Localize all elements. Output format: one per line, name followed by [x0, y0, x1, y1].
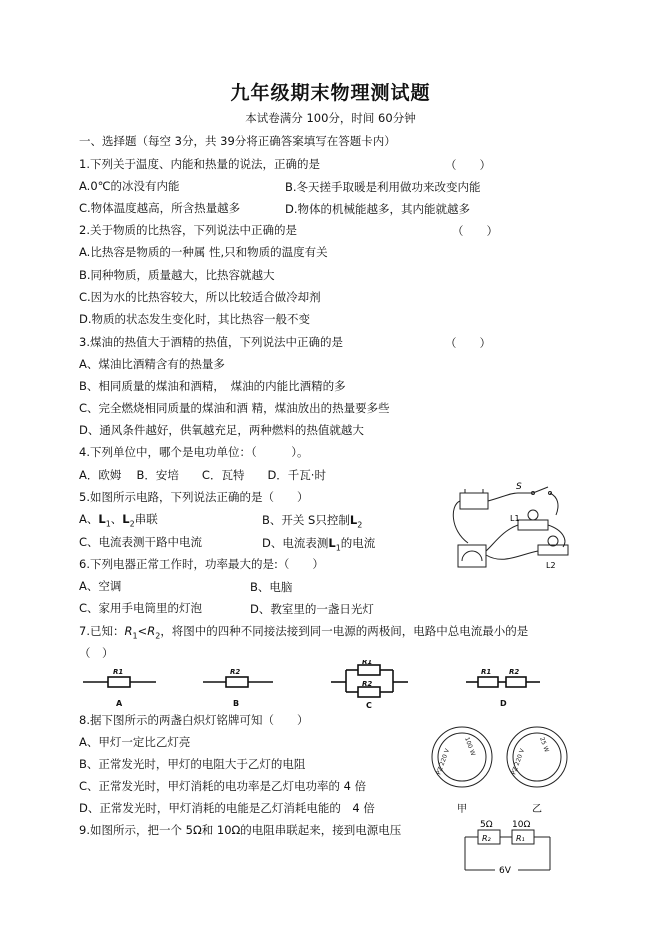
q7-stem — [79, 624, 528, 643]
q5-a-lamp2: L — [122, 512, 130, 526]
q8-stem: 8.据下图所示的两盏白炽灯铭牌可知（ ） — [79, 713, 309, 727]
q3-answer-paren: （ ） — [445, 336, 491, 350]
plate-yi-voltage: PZ 220 V — [510, 747, 527, 776]
q5-d-suffix: 的电流 — [340, 536, 376, 550]
q9-stem: 9.如图所示，把一个 5Ω和 10Ω的电阻串联起来，接到电源电压 — [79, 823, 402, 837]
plate-jia-power: 100 W — [463, 736, 477, 757]
q5-a-lamp1-sub: 1 — [105, 519, 111, 529]
fig-label-l1: L1 — [510, 514, 520, 523]
q3-option-c: C、完全燃烧相同质量的煤油和酒 精，煤油放出的热量要多些 — [79, 401, 390, 415]
q8-label-yi: 乙 — [532, 804, 542, 815]
fig-label-s: S — [516, 482, 522, 492]
q7-r2-sub: 2 — [155, 631, 161, 641]
q5-d-prefix: D、电流表测 — [262, 536, 329, 550]
q5-a-lamp1: L — [98, 512, 106, 526]
q5-option-c: C、电流表测干路中电流 — [79, 535, 203, 549]
q1-option-d: D.物体的机械能越多，其内能就越多 — [285, 202, 471, 216]
q8-option-d: D、正常发光时，甲灯消耗的电能是乙灯消耗电能的 4 倍 — [79, 801, 375, 815]
q9-circuit-figure — [460, 815, 555, 880]
q1-option-b: B.冬天搓手取暖是利用做功来改变内能 — [285, 180, 481, 194]
q7-stem-suffix: ，将图中的四种不同接法接到同一电源的两极间，电路中总电流最小的是 — [160, 624, 529, 638]
plate-yi-power: 25 W — [538, 736, 550, 754]
q7-resistor-figures — [78, 660, 548, 710]
q3-stem: 3.煤油的热值大于酒精的热值，下列说法中正确的是 — [79, 335, 343, 349]
q5-a-lamp2-sub: 2 — [129, 519, 135, 529]
q9-r-10ohm: 10Ω — [512, 820, 531, 830]
q5-b-lamp: L — [349, 513, 358, 527]
q7-stem-prefix: 7.已知： — [79, 624, 125, 638]
q7-fig-label-c: C — [366, 701, 372, 710]
lamp1-base-icon — [518, 520, 548, 530]
q7-fig-a-r1: R1 — [113, 668, 124, 676]
exam-title: 九年级期末物理测试题 — [230, 82, 431, 104]
q7-lt: < — [137, 624, 148, 638]
q4-stem: 4.下列单位中，哪个是电功单位：（ ）。 — [79, 445, 309, 459]
q7-fig-d-r1: R1 — [481, 668, 492, 676]
q2-option-c: C.因为水的比热容较大，所以比较适合做冷却剂 — [79, 290, 321, 304]
q3-option-a: A、煤油比酒精含有的热量多 — [79, 357, 225, 371]
q8-option-a: A、甲灯一定比乙灯亮 — [79, 735, 191, 749]
q2-option-b: B.同种物质，质量越大，比热容就越大 — [79, 268, 275, 282]
q5-b-prefix: B、开关 S只控制 — [262, 513, 350, 527]
lamp1-icon — [528, 510, 538, 520]
q1-option-a: A.0℃的冰没有内能 — [79, 179, 180, 193]
q8-nameplate-figure — [425, 720, 575, 820]
q7-fig-label-d: D — [500, 699, 507, 708]
exam-subtitle: 本试卷满分 100分，时间 60分钟 — [245, 111, 416, 125]
q1-option-c: C.物体温度越高，所含热量越多 — [79, 201, 241, 215]
q5-d-lamp-sub: 1 — [335, 543, 341, 553]
q9-r-5ohm: 5Ω — [480, 820, 493, 830]
q2-stem: 2.关于物质的比热容，下列说法中正确的是 — [79, 223, 297, 237]
q6-option-d: D、教室里的一盏日光灯 — [250, 602, 374, 616]
q6-stem: 6.下列电器正常工作时，功率最大的是:（ ） — [79, 557, 324, 571]
q4-options: A．欧姆 B．安培 C．瓦特 D．千瓦·时 — [79, 468, 326, 482]
q2-answer-paren: （ ） — [452, 224, 498, 238]
q9-voltage: 6V — [499, 866, 511, 876]
q5-circuit-figure — [448, 475, 573, 575]
q5-a-prefix: A、 — [79, 512, 99, 526]
q7-r1-sub: 1 — [132, 631, 138, 641]
q7-fig-c-r2: R2 — [362, 680, 373, 688]
q7-answer-paren: （ ） — [79, 646, 114, 660]
q7-fig-label-b: B — [233, 699, 240, 708]
q2-option-d: D.物质的状态发生变化时，其比热容一般不变 — [79, 312, 311, 326]
q6-option-b: B、电脑 — [250, 580, 293, 594]
q5-stem: 5.如图所示电路，下列说法正确的是（ ） — [79, 490, 309, 504]
q5-b-lamp-sub: 2 — [357, 520, 363, 530]
q5-option-d — [262, 535, 375, 552]
q5-option-b — [262, 512, 362, 529]
q7-r1: R — [124, 624, 133, 638]
q8-option-b: B、正常发光时，甲灯的电阻大于乙灯的电阻 — [79, 757, 306, 771]
ammeter-icon — [458, 545, 486, 567]
q7-fig-d-r2: R2 — [509, 668, 520, 676]
section-heading: 一、选择题（每空 3分，共 39分将正确答案填写在答题卡内） — [79, 134, 396, 148]
fig-label-l2: L2 — [546, 561, 556, 570]
q7-fig-b-r2: R2 — [230, 668, 241, 676]
q7-fig-label-a: A — [116, 699, 123, 708]
q9-label-r1: R₁ — [516, 834, 525, 843]
q6-option-c: C、家用手电筒里的灯泡 — [79, 601, 203, 615]
q7-fig-c-r1: R1 — [362, 660, 373, 666]
battery-icon — [460, 493, 488, 509]
q5-a-suffix: 串联 — [134, 512, 158, 526]
q8-option-c: C、正常发光时，甲灯消耗的电功率是乙灯电功率的 4 倍 — [79, 779, 367, 793]
q1-answer-paren: （ ） — [445, 158, 491, 172]
q6-option-a: A、空调 — [79, 579, 122, 593]
q5-a-sep: 、 — [110, 512, 123, 526]
q7-r2: R — [147, 624, 156, 638]
q8-label-jia: 甲 — [457, 804, 467, 815]
q3-option-b: B、相同质量的煤油和酒精， 煤油的内能比酒精的多 — [79, 379, 346, 393]
q5-d-lamp: L — [328, 536, 336, 550]
q5-option-a — [79, 512, 158, 531]
q2-option-a: A.比热容是物质的一种属 性,只和物质的温度有关 — [79, 245, 328, 259]
q3-option-d: D、通风条件越好，供氧越充足，两种燃料的热值就越大 — [79, 423, 364, 437]
q1-stem: 1.下列关于温度、内能和热量的说法，正确的是 — [79, 157, 320, 171]
q9-label-r2: R₂ — [482, 834, 491, 843]
plate-jia-voltage: PZ 220 V — [435, 747, 452, 776]
